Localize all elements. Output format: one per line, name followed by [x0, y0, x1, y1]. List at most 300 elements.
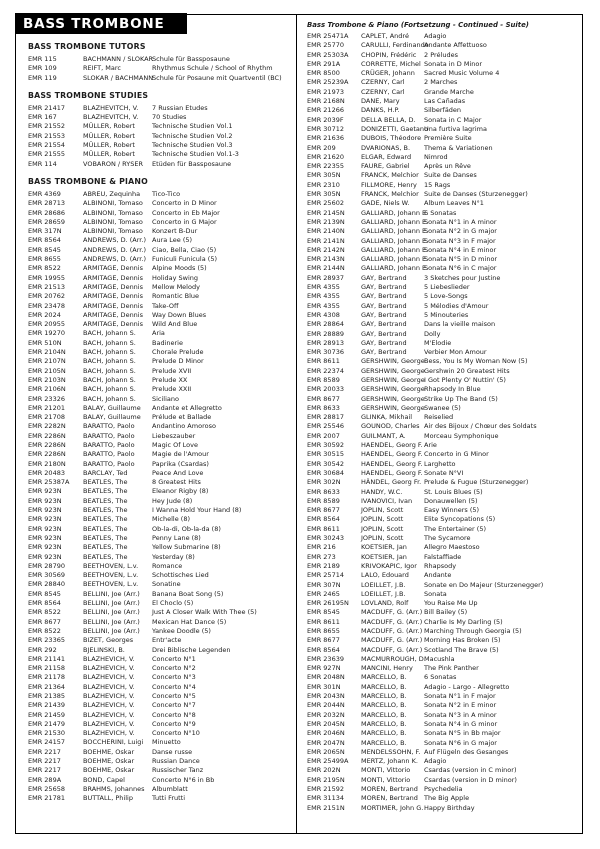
emr-number: EMR 2217 — [28, 747, 61, 756]
composer-name: HAENDEL, Georg F. — [361, 441, 423, 450]
catalog-row — [307, 450, 578, 459]
piece-title: Concerto in D Minor — [152, 199, 217, 208]
composer-name: BACH, Johann S. — [83, 329, 136, 338]
emr-number: EMR 2217 — [28, 757, 61, 766]
emr-number: EMR 209 — [307, 143, 336, 152]
piece-title: You Raise Me Up — [424, 599, 478, 608]
piece-title: Charlie Is My Darling (5) — [424, 617, 503, 626]
catalog-row — [307, 255, 578, 264]
composer-name: BLAZHEVICH, V. — [83, 692, 135, 700]
composer-name: GUILMANT, A. — [361, 431, 406, 440]
catalog-row — [307, 41, 578, 50]
catalog-row — [28, 785, 291, 794]
catalog-row — [28, 227, 291, 236]
studies-row-list — [28, 104, 291, 169]
catalog-row — [28, 422, 291, 431]
emr-number: EMR 8589 — [307, 496, 340, 505]
catalog-row — [307, 264, 578, 273]
composer-name: MANCINI, Henry — [361, 664, 413, 673]
catalog-row — [28, 627, 291, 636]
catalog-row — [28, 255, 291, 264]
catalog-row — [28, 599, 291, 608]
catalog-row — [28, 543, 291, 552]
emr-number: EMR 114 — [28, 159, 57, 168]
emr-number: EMR 21554 — [28, 141, 65, 150]
emr-number: EMR 4369 — [28, 189, 61, 198]
piece-title: Bess, You Is My Woman Now (5) — [424, 357, 528, 366]
catalog-row — [307, 636, 578, 645]
composer-name: BLAZHEVICH, V. — [83, 729, 135, 738]
catalog-row — [28, 413, 291, 422]
emr-number: EMR 2310 — [307, 180, 340, 189]
piece-title: 7 Russian Etudes — [152, 103, 208, 112]
catalog-row — [28, 673, 291, 682]
composer-name: GAY, Bertrand — [361, 283, 407, 292]
piece-title: Take-Off — [152, 301, 179, 310]
emr-number: EMR 510N — [28, 338, 62, 347]
piece-title: 6 Sonatas — [424, 673, 457, 682]
piece-title: Concerto N°4 — [152, 682, 196, 691]
catalog-row — [307, 171, 578, 180]
composer-name: GALLIARD, Johann E. — [361, 245, 429, 254]
piece-title: Dolly — [424, 329, 441, 338]
emr-number: EMR 8677 — [307, 394, 340, 403]
catalog-row — [307, 209, 578, 218]
piece-title: Sonata N°1 in A minor — [424, 217, 497, 226]
catalog-row — [28, 150, 291, 159]
composer-name: BACH, Johann S. — [83, 375, 136, 384]
piece-title: Schule für Bassposaune — [152, 55, 230, 63]
catalog-row — [28, 274, 291, 283]
piece-title: Romantic Blue — [152, 292, 200, 301]
emr-number: EMR 2105N — [28, 366, 66, 375]
composer-name: BACH, Johann S. — [83, 394, 136, 403]
piece-title: Konzert B-Dur — [152, 227, 198, 236]
piece-title: 3 Sketches pour Justine — [424, 273, 501, 282]
piece-title: Concerto N°8 — [152, 710, 196, 719]
composer-name: BEATLES, The — [83, 552, 128, 561]
piece-title: St. Louis Blues (5) — [424, 487, 483, 496]
emr-number: EMR 2465 — [307, 589, 340, 598]
catalog-row — [28, 553, 291, 562]
piece-title: Eleanor Rigby (8) — [152, 487, 209, 496]
catalog-row — [307, 190, 578, 199]
emr-number: EMR 25602 — [307, 199, 344, 208]
catalog-row — [307, 646, 578, 655]
piece-title: Peace And Love — [152, 468, 204, 477]
emr-number: EMR 21553 — [28, 131, 65, 140]
piece-title: Sonata in C Major — [424, 115, 482, 124]
piece-title: Technische Studien Vol.1 — [152, 122, 233, 131]
catalog-row — [307, 673, 578, 682]
emr-number: EMR 28713 — [28, 199, 65, 208]
composer-name: CRÜGER, Johann — [361, 69, 415, 78]
composer-name: MONTI, Vittorio — [361, 775, 411, 784]
catalog-row — [28, 683, 291, 692]
composer-name: GALLIARD, Johann E. — [361, 217, 429, 226]
piece-title: Gershwin 20 Greatest Hits — [424, 366, 510, 375]
composer-name: BEETHOVEN, L.v. — [83, 561, 139, 570]
piece-title: Penny Lane (8) — [152, 533, 201, 542]
emr-number: EMR 4308 — [307, 310, 340, 319]
composer-name: MOREN, Bertrand — [361, 785, 418, 794]
catalog-row — [307, 199, 578, 208]
piece-title: Elite Syncopations (5) — [424, 515, 496, 524]
catalog-row — [28, 701, 291, 710]
piece-title: Allegro Maestoso — [424, 543, 480, 552]
emr-number: EMR 21178 — [28, 673, 65, 682]
emr-number: EMR 115 — [28, 55, 57, 63]
emr-number: EMR 2065N — [307, 747, 345, 756]
catalog-row — [28, 218, 291, 227]
piece-title: Yankee Doodle (5) — [152, 626, 211, 635]
emr-number: EMR 302N — [307, 478, 341, 487]
piece-title: Hey Jude (8) — [152, 496, 193, 505]
piece-title: Reiselied — [424, 413, 454, 422]
emr-number: EMR 2180N — [28, 459, 66, 468]
piece-title: 2 Marches — [424, 78, 458, 87]
emr-number: EMR 20483 — [28, 468, 65, 477]
piece-title: Concerto N°7 — [152, 701, 196, 710]
catalog-row — [28, 404, 291, 413]
emr-number: EMR 25714 — [307, 571, 344, 580]
piece-title: Way Down Blues — [152, 310, 207, 319]
composer-name: BARATTO, Paolo — [83, 459, 135, 468]
catalog-row — [307, 590, 578, 599]
piece-title: Holiday Swing — [152, 273, 198, 282]
composer-name: GLINKA, Mikhail — [361, 413, 413, 422]
emr-number: EMR 923N — [28, 524, 62, 533]
catalog-row — [28, 469, 291, 478]
composer-name: BLAZHEVICH, V. — [83, 710, 135, 719]
catalog-row — [307, 720, 578, 729]
piece-title: I Got Plenty O' Nuttin' (5) — [424, 375, 506, 384]
emr-number: EMR 8545 — [307, 608, 340, 617]
catalog-row — [28, 534, 291, 543]
piece-title: Swanee (5) — [424, 403, 461, 412]
composer-name: ARMITAGE, Dennis — [83, 301, 143, 310]
catalog-row — [28, 571, 291, 580]
emr-number: EMR 25303A — [307, 50, 349, 59]
piece-title: The Sycamore — [424, 534, 471, 543]
piece-title: Drei Biblische Legenden — [152, 645, 231, 654]
piece-title: Technische Studien Vol.1-3 — [152, 150, 239, 159]
composer-name: MACDUFF, G. (Arr.) — [361, 617, 423, 626]
catalog-row — [307, 757, 578, 766]
emr-number: EMR 25471A — [307, 32, 349, 40]
emr-number: EMR 216 — [307, 543, 336, 552]
composer-name: ANDREWS, D. (Arr.) — [83, 245, 146, 254]
emr-number: EMR 23326 — [28, 394, 65, 403]
piece-title: 5 Minouteries — [424, 310, 469, 319]
emr-number: EMR 2189 — [307, 561, 340, 570]
emr-number: EMR 21781 — [28, 794, 65, 803]
composer-name: GALLIARD, Johann E. — [361, 255, 429, 264]
piece-title: Yellow Submarine (8) — [152, 543, 221, 552]
emr-number: EMR 167 — [28, 113, 57, 122]
emr-number: EMR 2046N — [307, 729, 345, 738]
catalog-row — [307, 32, 578, 41]
emr-number: EMR 2286N — [28, 440, 66, 449]
catalog-row — [28, 711, 291, 720]
emr-number: EMR 20762 — [28, 292, 65, 301]
emr-number: EMR 8564 — [307, 515, 340, 524]
piece-title: Rhythmus Schule / School of Rhythm — [152, 64, 273, 73]
composer-name: CHOPIN, Frédéric — [361, 50, 417, 59]
piece-title: Aria — [152, 329, 165, 338]
catalog-row — [28, 264, 291, 273]
piece-title: Sonata N°3 in A minor — [424, 710, 497, 719]
emr-number: EMR 2168N — [307, 97, 345, 106]
composer-name: KRIVOKAPIC, Igor — [361, 561, 417, 570]
composer-name: BALAY, Guillaume — [83, 413, 141, 422]
catalog-row — [28, 692, 291, 701]
emr-number: EMR 25387A — [28, 478, 70, 487]
left-column — [16, 15, 296, 833]
catalog-row — [307, 525, 578, 534]
emr-number: EMR 8611 — [307, 617, 340, 626]
piece-title: 15 Rags — [424, 180, 451, 189]
piece-title: Macushla — [424, 654, 455, 663]
emr-number: EMR 292 — [28, 645, 57, 654]
catalog-row — [307, 683, 578, 692]
piece-title: Air des Bijoux / Chœur des Soldats — [424, 422, 537, 431]
composer-name: MÜLLER, Robert — [83, 122, 135, 131]
piece-title: Sonata N°2 in E minor — [424, 701, 497, 710]
emr-number: EMR 22355 — [307, 162, 344, 171]
emr-number: EMR 2047N — [307, 738, 345, 747]
composer-name: ALBINONI, Tomaso — [83, 208, 143, 217]
emr-number: EMR 30592 — [307, 441, 344, 450]
piece-title: Russischer Tanz — [152, 766, 204, 775]
piece-title: Grande Marche — [424, 87, 474, 96]
piece-title: Concerto N°9 — [152, 719, 196, 728]
composer-name: ARMITAGE, Dennis — [83, 273, 143, 282]
composer-name: GALLIARD, Johann E. — [361, 227, 429, 236]
composer-name: REIFT, Marc — [83, 64, 121, 73]
composer-name: ALBINONI, Tomaso — [83, 199, 143, 208]
catalog-row — [307, 422, 578, 431]
emr-number: EMR 30684 — [307, 468, 344, 477]
piece-title: Romance — [152, 561, 183, 570]
catalog-row — [28, 64, 291, 73]
emr-number: EMR 202N — [307, 766, 341, 775]
emr-number: EMR 25770 — [307, 41, 344, 50]
piece-title: El Choclo (5) — [152, 599, 194, 608]
catalog-row — [307, 627, 578, 636]
catalog-row — [28, 729, 291, 738]
composer-name: BELLINI, Joe (Arr.) — [83, 617, 140, 626]
piece-title: Schottisches Lied — [152, 571, 209, 580]
composer-name: MACMURROUGH, D. — [361, 654, 426, 663]
composer-name: BARATTO, Paolo — [83, 422, 135, 431]
emr-number: EMR 301N — [307, 682, 341, 691]
piece-title: Sonata N°4 in E minor — [424, 245, 497, 254]
composer-name: MARCELLO, B. — [361, 692, 407, 701]
emr-number: EMR 21708 — [28, 413, 65, 422]
piece-title: Happy Birthday — [424, 803, 475, 812]
piece-title: Badinerie — [152, 338, 183, 347]
emr-number: EMR 25499A — [307, 757, 349, 766]
composer-name: GOUNOD, Charles — [361, 422, 420, 431]
piece-title: Csardas (version in D minor) — [424, 775, 517, 784]
emr-number: EMR 21141 — [28, 654, 65, 663]
emr-number: EMR 28790 — [28, 561, 65, 570]
composer-name: ALBINONI, Tomaso — [83, 227, 143, 236]
emr-number: EMR 21552 — [28, 122, 65, 131]
catalog-row — [28, 367, 291, 376]
composer-name: LOVLAND, Rolf — [361, 599, 409, 608]
composer-name: BOCCHERINI, Luigi — [83, 738, 144, 747]
catalog-row — [28, 132, 291, 141]
catalog-row — [28, 199, 291, 208]
composer-name: MARCELLO, B. — [361, 682, 407, 691]
composer-name: BACH, Johann S. — [83, 348, 136, 357]
piece-title: Ciao, Bella, Ciao (5) — [152, 245, 217, 254]
catalog-row — [307, 729, 578, 738]
emr-number: EMR 8633 — [307, 487, 340, 496]
catalog-row — [307, 571, 578, 580]
emr-number: EMR 109 — [28, 64, 57, 73]
piece-title: Technische Studien Vol.3 — [152, 141, 233, 150]
catalog-row — [307, 51, 578, 60]
emr-number: EMR 23639 — [307, 654, 344, 663]
piece-title: Morning Has Broken (5) — [424, 636, 501, 645]
composer-name: FRANCK, Melchior — [361, 171, 419, 180]
composer-name: ARMITAGE, Dennis — [83, 310, 143, 319]
composer-name: BEATLES, The — [83, 478, 128, 487]
emr-number: EMR 28889 — [307, 329, 344, 338]
catalog-row — [28, 450, 291, 459]
piece-title: Albumblatt — [152, 784, 188, 793]
piece-title: Première Suite — [424, 134, 472, 143]
piece-title: Sonata in D Minor — [424, 59, 483, 68]
catalog-row — [307, 274, 578, 283]
piece-title: Suite de Danses (Sturzenegger) — [424, 190, 528, 199]
catalog-row — [28, 311, 291, 320]
catalog-row — [307, 97, 578, 106]
piece-title: Concerto N°2 — [152, 664, 196, 673]
catalog-row — [28, 525, 291, 534]
catalog-row — [307, 348, 578, 357]
emr-number: EMR 2103N — [28, 375, 66, 384]
emr-number: EMR 8564 — [28, 236, 61, 245]
catalog-row — [307, 478, 578, 487]
catalog-row — [28, 292, 291, 301]
emr-number: EMR 289A — [28, 775, 62, 784]
emr-number: EMR 28659 — [28, 217, 65, 226]
piece-title: 5 Mélodies d'Amour — [424, 301, 489, 310]
catalog-row — [28, 236, 291, 245]
emr-number: EMR 25239A — [307, 78, 349, 87]
catalog-row — [307, 441, 578, 450]
piece-title: 70 Studies — [152, 113, 187, 122]
emr-number: EMR 21555 — [28, 150, 65, 159]
catalog-row — [28, 608, 291, 617]
catalog-row — [307, 78, 578, 87]
composer-name: MOREN, Bertrand — [361, 794, 418, 803]
catalog-row — [28, 302, 291, 311]
composer-name: BACH, Johann S. — [83, 366, 136, 375]
composer-name: HAENDEL, Georg F. — [361, 450, 423, 459]
catalog-row — [307, 562, 578, 571]
piece-title: Concerto N°6 in Bb — [152, 775, 215, 784]
emr-number: EMR 2048N — [307, 673, 345, 682]
composer-name: MORTIMER, John G. — [361, 803, 424, 812]
piece-title: Magie de l'Amour — [152, 450, 209, 459]
catalog-row — [307, 69, 578, 78]
catalog-row — [307, 218, 578, 227]
section-header-piano: BASS TROMBONE & PIANO — [28, 176, 148, 186]
emr-number: EMR 2142N — [307, 245, 345, 254]
composer-name: BELLINI, Joe (Arr.) — [83, 589, 140, 598]
composer-name: ANDREWS, D. (Arr.) — [83, 236, 146, 245]
emr-number: EMR 2144N — [307, 264, 345, 273]
catalog-row — [28, 720, 291, 729]
piece-title: Magic Of Love — [152, 440, 198, 449]
catalog-row — [28, 487, 291, 496]
piece-title: Russian Dance — [152, 757, 200, 766]
emr-number: EMR 21973 — [307, 87, 344, 96]
piece-title: Sonate en Do Majeur (Sturzenegger) — [424, 580, 544, 589]
emr-number: EMR 8564 — [307, 645, 340, 654]
emr-number: EMR 8677 — [307, 636, 340, 645]
composer-name: BACH, Johann S. — [83, 385, 136, 394]
piece-title: Sonata N°6 in G major — [424, 738, 497, 747]
emr-number: EMR 2039F — [307, 115, 344, 124]
composer-name: GAY, Bertrand — [361, 273, 407, 282]
piece-title: Tico-Tico — [152, 189, 181, 198]
composer-name: CARULLI, Ferdinando — [361, 41, 429, 50]
emr-number: EMR 2032N — [307, 710, 345, 719]
catalog-row — [307, 60, 578, 69]
catalog-row — [307, 794, 578, 803]
emr-number: EMR 21201 — [28, 403, 65, 412]
catalog-row — [307, 320, 578, 329]
piece-title: Funiculi Funicula (5) — [152, 255, 217, 264]
piece-title: Marching Through Georgia (5) — [424, 627, 522, 635]
piece-title: Sonata N°2 in G major — [424, 227, 497, 236]
catalog-row — [307, 283, 578, 292]
emr-number: EMR 2286N — [28, 450, 66, 459]
catalog-row — [307, 153, 578, 162]
catalog-row — [307, 776, 578, 785]
piece-title: Larghetto — [424, 459, 456, 468]
piece-title: Bill Bailey (5) — [424, 608, 468, 617]
catalog-row — [307, 404, 578, 413]
composer-name: BACH, Johann S. — [83, 357, 136, 366]
catalog-row — [307, 367, 578, 376]
tutors-row-list — [28, 55, 291, 83]
piece-title: Prelude XX — [152, 375, 188, 384]
catalog-row — [28, 757, 291, 766]
composer-name: BARCLAY, Ted — [83, 468, 128, 477]
piece-title: Arie — [424, 441, 437, 450]
piece-title: Verbier Mon Amour — [424, 348, 487, 357]
emr-number: EMR 4355 — [307, 301, 340, 310]
composer-name: MARCELLO, B. — [361, 701, 407, 710]
composer-name: GAY, Bertrand — [361, 301, 407, 310]
emr-number: EMR 923N — [28, 533, 62, 542]
composer-name: ARMITAGE, Dennis — [83, 282, 143, 291]
composer-name: BJELINSKI, B. — [83, 645, 125, 654]
emr-number: EMR 21513 — [28, 282, 65, 291]
composer-name: GERSHWIN, George — [361, 394, 425, 403]
composer-name: LOEILLET, J.B. — [361, 580, 406, 589]
emr-number: EMR 8677 — [307, 506, 340, 515]
piece-title: Danse russe — [152, 747, 193, 756]
catalog-row — [307, 497, 578, 506]
